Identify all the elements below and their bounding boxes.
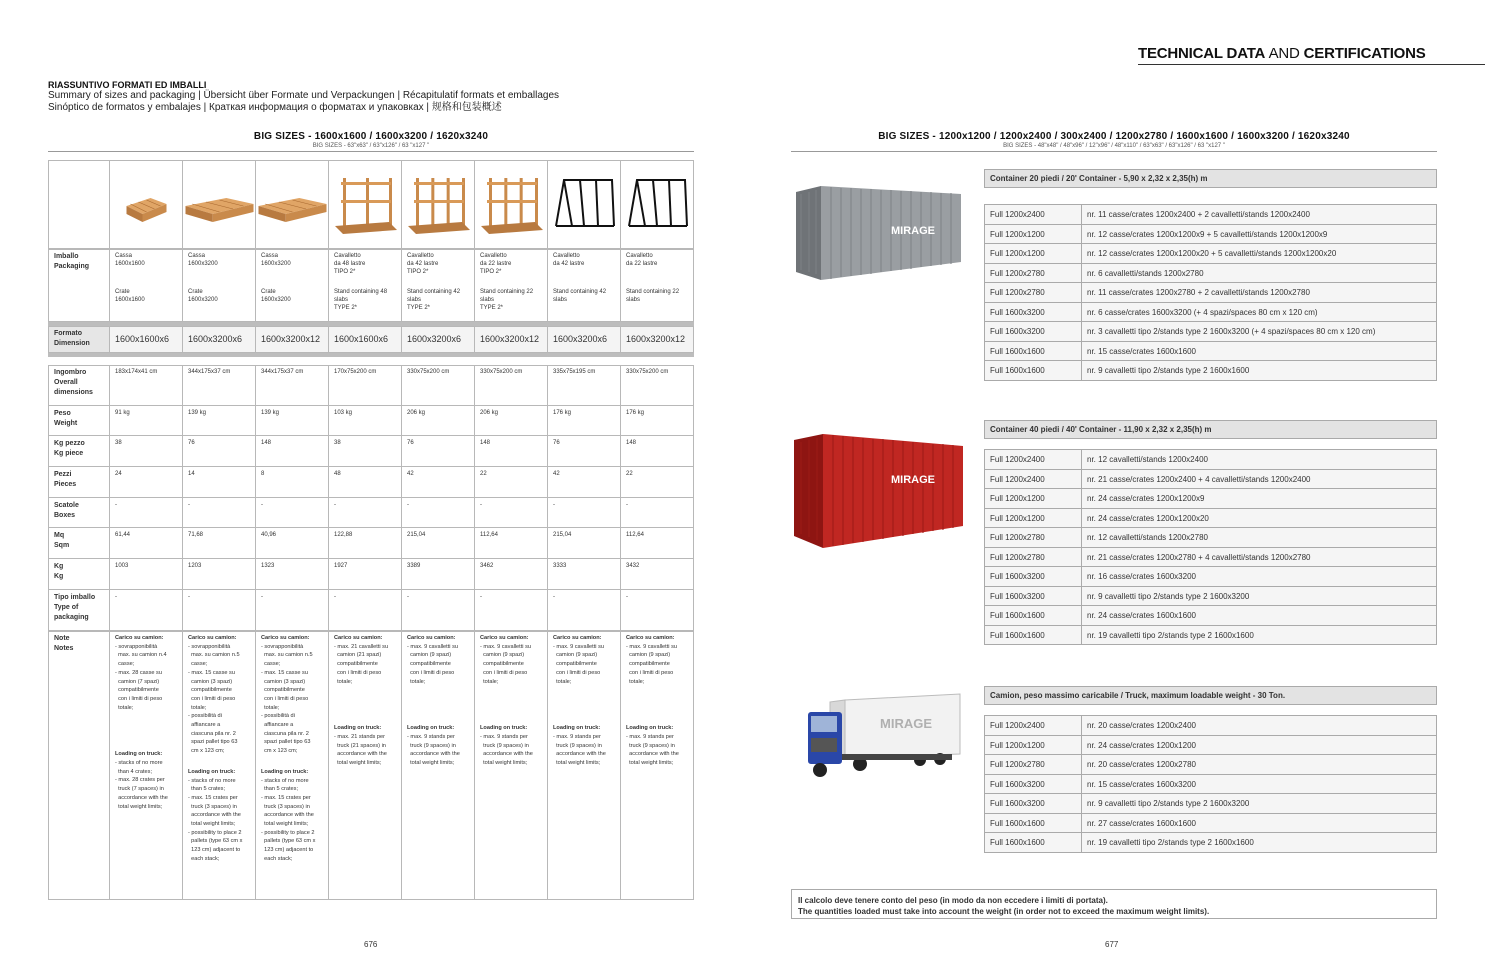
left-subheading-2: Sinóptico de formatos y embalajes | Краткая информация о форматах и упаковках | 规格和包装概述 (48, 102, 502, 113)
container-20-title: Container 20 piedi / 20' Container - 5,90 x 2,32 x 2,35(h) m (984, 169, 1437, 188)
packaging-it: Cavalletto da 42 lastre TIPO 2* (407, 253, 439, 275)
notes-cell (402, 631, 475, 900)
load-quantity: nr. 11 casse/crates 1200x2400 + 2 cavalletti/stands 1200x2400 (1082, 205, 1437, 224)
note-en-heading: Loading on truck: (553, 725, 601, 732)
row-label-packaging: Imballo Packaging (48, 249, 110, 322)
packaging-en: Stand containing 22 slabs TYPE 2* (480, 289, 534, 311)
load-quantity: nr. 15 casse/crates 1600x3200 (1082, 775, 1437, 794)
load-quantity: nr. 6 cavalletti/stands 1200x2780 (1082, 264, 1437, 283)
note-it-heading: Carico su camion: (188, 635, 237, 641)
note-it-heading: Carico su camion: (115, 635, 164, 641)
overall-cell: 344x175x37 cm (183, 365, 256, 406)
kgpiece-cell: 148 (621, 436, 694, 467)
load-format: Full 1600x3200 (985, 775, 1082, 794)
packaging-it: Cavalletto da 48 lastre TIPO 2* (334, 253, 366, 275)
dimension-cell: 1600x1600x6 (110, 326, 183, 353)
load-format: Full 1200x2400 (985, 716, 1082, 735)
boxes-cell: - (110, 498, 183, 528)
note-it-heading: Carico su camion: (480, 635, 529, 641)
load-quantity: nr. 21 casse/crates 1200x2780 + 4 cavalletti/stands 1200x2780 (1082, 548, 1437, 567)
dimension-cell: 1600x1600x6 (329, 326, 402, 353)
packaging-it: Cavalletto da 22 lastre (626, 253, 658, 267)
notes-cell (475, 631, 548, 900)
page-number-left: 676 (364, 940, 378, 949)
packaging-cell (402, 249, 475, 322)
load-quantity: nr. 24 casse/crates 1600x1600 (1082, 606, 1437, 625)
note-en-heading: Loading on truck: (626, 725, 674, 732)
weight-cell: 176 kg (621, 406, 694, 436)
load-row (985, 205, 1437, 225)
right-big-subtitle: BIG SIZES - 48"x48" / 48"x96" / 12"x96" / 48"x110" / 63"x63" / 63"x126" / 63 "x127 " (1003, 143, 1225, 149)
sqm-cell: 71,68 (183, 528, 256, 559)
note-it: - max. 21 cavalletti su camion (21 spazi) compatibilmente con i limiti di peso totale; (334, 643, 389, 685)
image-label-cell (48, 160, 110, 249)
note-en: - max. 21 stands per truck (21 spaces) in accordance with the total weight limits; (334, 733, 387, 767)
right-rule (791, 151, 1437, 152)
overall-cell: 330x75x200 cm (475, 365, 548, 406)
packaging-cell (256, 249, 329, 322)
row-label-pieces: Pezzi Pieces (48, 467, 110, 498)
load-quantity: nr. 12 cavalletti/stands 1200x2780 (1082, 528, 1437, 547)
load-quantity: nr. 12 cavalletti/stands 1200x2400 (1082, 450, 1437, 469)
packaging-cell (183, 249, 256, 322)
notes-cell (548, 631, 621, 900)
load-quantity: nr. 11 casse/crates 1200x2780 + 2 cavalletti/stands 1200x2780 (1082, 283, 1437, 302)
kg-cell: 1323 (256, 559, 329, 590)
load-quantity: nr. 24 casse/crates 1200x1200x20 (1082, 509, 1437, 528)
weight-footnote (791, 889, 1437, 919)
truck-table (984, 715, 1437, 853)
packaging-it: Cavalletto da 22 lastre TIPO 2* (480, 253, 512, 275)
dimension-cell: 1600x3200x6 (548, 326, 621, 353)
note-it: - max. 9 cavalletti su camion (9 spazi) compatibilmente con i limiti di peso totale; (553, 643, 604, 685)
load-format: Full 1600x1600 (985, 626, 1082, 645)
truck-image (800, 692, 965, 782)
ptype-cell: - (183, 590, 256, 631)
container-20-brand: MIRAGE (891, 225, 935, 237)
overall-cell: 330x75x200 cm (402, 365, 475, 406)
load-row (985, 626, 1437, 646)
packaging-en: Stand containing 48 slabs TYPE 2* (334, 289, 388, 311)
load-quantity: nr. 9 cavalletti tipo 2/stands type 2 1600x3200 (1082, 794, 1437, 813)
load-format: Full 1600x3200 (985, 587, 1082, 606)
load-format: Full 1200x2400 (985, 205, 1082, 224)
load-row (985, 470, 1437, 490)
pieces-cell: 22 (475, 467, 548, 498)
load-row (985, 225, 1437, 245)
packaging-en: Crate 1600x3200 (188, 289, 218, 303)
packaging-en: Crate 1600x3200 (261, 289, 291, 303)
note-en-heading: Loading on truck: (334, 725, 382, 732)
load-format: Full 1200x2780 (985, 283, 1082, 302)
note-en: - stacks of no more than 5 crates; - max. 15 crates per truck (3 spaces) in accordance with the total weight limits; - possibility to place 2 pallets (type 63 cm x 123 cm) adjacent to each stack; (188, 777, 243, 862)
load-format: Full 1200x1200 (985, 509, 1082, 528)
note-en: - max. 9 stands per truck (9 spaces) in accordance with the total weight limits; (480, 733, 533, 767)
weight-cell: 176 kg (548, 406, 621, 436)
packaging-it: Cassa 1600x3200 (261, 253, 291, 267)
right-big-title: BIG SIZES - 1200x1200 / 1200x2400 / 300x2400 / 1200x2780 / 1600x1600 / 1600x3200 / 1620x3240 (878, 131, 1350, 142)
load-quantity: nr. 19 cavalletti tipo 2/stands type 2 1600x1600 (1082, 626, 1437, 645)
dimension-cell: 1600x3200x12 (621, 326, 694, 353)
kgpiece-cell: 148 (475, 436, 548, 467)
kgpiece-cell: 76 (548, 436, 621, 467)
kgpiece-cell: 76 (183, 436, 256, 467)
load-quantity: nr. 3 cavalletti tipo 2/stands type 2 1600x3200 (+ 4 spazi/spaces 80 cm x 120 cm) (1082, 322, 1437, 341)
format-band (48, 353, 694, 357)
left-rule (48, 151, 694, 152)
load-format: Full 1600x1600 (985, 833, 1082, 852)
kgpiece-cell: 38 (329, 436, 402, 467)
kg-cell: 3333 (548, 559, 621, 590)
load-quantity: nr. 12 casse/crates 1200x1200x9 + 5 cavalletti/stands 1200x1200x9 (1082, 225, 1437, 244)
note-en-heading: Loading on truck: (115, 751, 163, 758)
load-row (985, 755, 1437, 775)
note-it: - sovrapponibilità max. su camion n.5 casse; - max. 15 casse su camion (3 spazi) compatibilmente con i limiti di peso totale; - possibilità di affiancare a ciascuna pila nr. 2 spazi pallet tipo 63 cm x 123 cm; (261, 643, 313, 755)
load-row (985, 342, 1437, 362)
load-row (985, 244, 1437, 264)
svg-text:MIRAGE: MIRAGE (891, 474, 935, 486)
load-quantity: nr. 6 casse/crates 1600x3200 (+ 4 spazi/spaces 80 cm x 120 cm) (1082, 303, 1437, 322)
kg-cell: 3432 (621, 559, 694, 590)
load-row (985, 814, 1437, 834)
ptype-cell: - (402, 590, 475, 631)
load-quantity: nr. 24 casse/crates 1200x1200x9 (1082, 489, 1437, 508)
crate-image (256, 160, 329, 249)
notes-cell (256, 631, 329, 900)
container-20-image (791, 184, 966, 284)
load-format: Full 1600x3200 (985, 567, 1082, 586)
wooden-stand-image (475, 160, 548, 249)
row-label-sqm: Mq Sqm (48, 528, 110, 559)
pieces-cell: 22 (621, 467, 694, 498)
ptype-cell: - (256, 590, 329, 631)
load-format: Full 1200x2780 (985, 528, 1082, 547)
load-row (985, 587, 1437, 607)
kgpiece-cell: 38 (110, 436, 183, 467)
weight-cell: 103 kg (329, 406, 402, 436)
load-quantity: nr. 19 cavalletti tipo 2/stands type 2 1600x1600 (1082, 833, 1437, 852)
note-it-heading: Carico su camion: (553, 635, 602, 641)
sqm-cell: 112,64 (621, 528, 694, 559)
dimension-cell: 1600x3200x6 (402, 326, 475, 353)
weight-cell: 139 kg (183, 406, 256, 436)
sqm-cell: 122,88 (329, 528, 402, 559)
container-20-table (984, 204, 1437, 381)
load-format: Full 1600x1600 (985, 814, 1082, 833)
kg-cell: 3389 (402, 559, 475, 590)
note-en: - max. 9 stands per truck (9 spaces) in accordance with the total weight limits; (553, 733, 606, 767)
note-it: - max. 9 cavalletti su camion (9 spazi) compatibilmente con i limiti di peso totale; (480, 643, 531, 685)
packaging-en: Crate 1600x1600 (115, 289, 145, 303)
load-row (985, 833, 1437, 853)
load-row (985, 361, 1437, 381)
load-row (985, 606, 1437, 626)
boxes-cell: - (402, 498, 475, 528)
title-rule (1138, 64, 1485, 65)
load-row (985, 775, 1437, 795)
load-row (985, 794, 1437, 814)
dimension-cell: 1600x3200x6 (183, 326, 256, 353)
packaging-cell (329, 249, 402, 322)
crate-image (110, 160, 183, 249)
load-quantity: nr. 16 casse/crates 1600x3200 (1082, 567, 1437, 586)
sqm-cell: 215,04 (548, 528, 621, 559)
load-quantity: nr. 15 casse/crates 1600x1600 (1082, 342, 1437, 361)
notes-cell (329, 631, 402, 900)
kg-cell: 1203 (183, 559, 256, 590)
table-frame (48, 326, 694, 353)
load-format: Full 1200x1200 (985, 736, 1082, 755)
truck-title: Camion, peso massimo caricabile / Truck, maximum loadable weight - 30 Ton. (984, 686, 1437, 705)
load-format: Full 1200x1200 (985, 489, 1082, 508)
row-label-kg: Kg Kg (48, 559, 110, 590)
load-row (985, 716, 1437, 736)
load-row (985, 489, 1437, 509)
load-format: Full 1200x1200 (985, 244, 1082, 263)
load-quantity: nr. 24 casse/crates 1200x1200 (1082, 736, 1437, 755)
note-en: - stacks of no more than 4 crates; - max. 28 crates per truck (7 spaces) in accordance with the total weight limits; (115, 760, 168, 810)
weight-cell: 139 kg (256, 406, 329, 436)
load-format: Full 1200x2400 (985, 470, 1082, 489)
note-en-heading: Loading on truck: (407, 725, 455, 732)
metal-stand-image (621, 160, 694, 249)
ptype-cell: - (110, 590, 183, 631)
weight-cell: 206 kg (475, 406, 548, 436)
boxes-cell: - (548, 498, 621, 528)
left-big-title: BIG SIZES - 1600x1600 / 1600x3200 / 1620x3240 (253, 131, 489, 142)
left-subheading-1: Summary of sizes and packaging | Übersicht über Formate und Verpackungen | Récapitulatif formats et emballages (48, 90, 560, 101)
note-en: - stacks of no more than 5 crates; - max. 15 crates per truck (3 spaces) in accordance with the total weight limits; - possibility to place 2 pallets (type 63 cm x 123 cm) adjacent to each stack; (261, 777, 316, 862)
boxes-cell: - (475, 498, 548, 528)
load-format: Full 1200x2400 (985, 450, 1082, 469)
container-40-table (984, 449, 1437, 645)
load-row (985, 567, 1437, 587)
note-en-heading: Loading on truck: (188, 768, 236, 775)
ptype-cell: - (621, 590, 694, 631)
dimension-cell: 1600x3200x12 (475, 326, 548, 353)
row-label-weight: Peso Weight (48, 406, 110, 436)
load-quantity: nr. 27 casse/crates 1600x1600 (1082, 814, 1437, 833)
row-label-dimension: Formato Dimension (48, 326, 110, 353)
notes-cell (110, 631, 183, 900)
packaging-en: Stand containing 42 slabs TYPE 2* (407, 289, 461, 311)
kg-cell: 1927 (329, 559, 402, 590)
kg-cell: 1003 (110, 559, 183, 590)
load-quantity: nr. 21 casse/crates 1200x2400 + 4 cavalletti/stands 1200x2400 (1082, 470, 1437, 489)
load-row (985, 283, 1437, 303)
note-en-heading: Loading on truck: (480, 725, 528, 732)
row-label-notes: Note Notes (48, 631, 110, 900)
row-label-ptype: Tipo imballo Type of packaging (48, 590, 110, 631)
sqm-cell: 40,96 (256, 528, 329, 559)
ptype-cell: - (329, 590, 402, 631)
note-it-heading: Carico su camion: (334, 635, 383, 641)
wooden-stand-image (402, 160, 475, 249)
crate-image (183, 160, 256, 249)
note-it: - max. 9 cavalletti su camion (9 spazi) compatibilmente con i limiti di peso totale; (626, 643, 677, 685)
container-40-title: Container 40 piedi / 40' Container - 11,90 x 2,32 x 2,35(h) m (984, 420, 1437, 439)
packaging-en: Stand containing 42 slabs (553, 289, 607, 303)
kg-cell: 3462 (475, 559, 548, 590)
pieces-cell: 48 (329, 467, 402, 498)
load-row (985, 528, 1437, 548)
ptype-cell: - (548, 590, 621, 631)
load-format: Full 1200x1200 (985, 225, 1082, 244)
row-label-boxes: Scatole Boxes (48, 498, 110, 528)
ptype-cell: - (475, 590, 548, 631)
page-title: TECHNICAL DATA AND CERTIFICATIONS (1138, 45, 1426, 62)
overall-cell: 183x174x41 cm (110, 365, 183, 406)
note-it: - sovrapponibilità max. su camion n.4 casse; - max. 28 casse su camion (7 spazi) compatibilmente con i limiti di peso totale; (115, 643, 167, 711)
boxes-cell: - (621, 498, 694, 528)
boxes-cell: - (256, 498, 329, 528)
footnote-en: The quantities loaded must take into account the weight (in order not to exceed the maximum weight limits). (798, 907, 1210, 916)
row-label-overall: Ingombro Overall dimensions (48, 365, 110, 406)
packaging-cell (110, 249, 183, 322)
container-40-image (791, 430, 966, 550)
load-format: Full 1200x2780 (985, 548, 1082, 567)
load-row (985, 322, 1437, 342)
load-quantity: nr. 12 casse/crates 1200x1200x20 + 5 cavalletti/stands 1200x1200x20 (1082, 244, 1437, 263)
boxes-cell: - (183, 498, 256, 528)
packaging-it: Cassa 1600x3200 (188, 253, 218, 267)
packaging-en: Stand containing 22 slabs (626, 289, 680, 303)
notes-cell (183, 631, 256, 900)
load-format: Full 1200x2780 (985, 264, 1082, 283)
load-format: Full 1600x3200 (985, 794, 1082, 813)
note-it: - sovrapponibilità max. su camion n.5 casse; - max. 15 casse su camion (3 spazi) compatibilmente con i limiti di peso totale; - possibilità di affiancare a ciascuna pila nr. 2 spazi pallet tipo 63 cm x 123 cm; (188, 643, 240, 755)
packaging-cell (621, 249, 694, 322)
row-label-kgpiece: Kg pezzo Kg piece (48, 436, 110, 467)
overall-cell: 330x75x200 cm (621, 365, 694, 406)
pieces-cell: 14 (183, 467, 256, 498)
load-format: Full 1600x3200 (985, 322, 1082, 341)
kgpiece-cell: 76 (402, 436, 475, 467)
note-it: - max. 9 cavalletti su camion (9 spazi) compatibilmente con i limiti di peso totale; (407, 643, 458, 685)
overall-cell: 335x75x195 cm (548, 365, 621, 406)
load-quantity: nr. 9 cavalletti tipo 2/stands type 2 1600x1600 (1082, 361, 1437, 380)
note-en-heading: Loading on truck: (261, 768, 309, 775)
dimension-cell: 1600x3200x12 (256, 326, 329, 353)
note-it-heading: Carico su camion: (626, 635, 675, 641)
boxes-cell: - (329, 498, 402, 528)
wooden-stand-image (329, 160, 402, 249)
left-heading: RIASSUNTIVO FORMATI ED IMBALLI (48, 80, 207, 90)
weight-cell: 206 kg (402, 406, 475, 436)
load-format: Full 1600x3200 (985, 303, 1082, 322)
pieces-cell: 8 (256, 467, 329, 498)
load-row (985, 736, 1437, 756)
note-it-heading: Carico su camion: (261, 635, 310, 641)
metal-stand-image (548, 160, 621, 249)
note-en: - max. 9 stands per truck (9 spaces) in accordance with the total weight limits; (407, 733, 460, 767)
sqm-cell: 112,64 (475, 528, 548, 559)
pieces-cell: 24 (110, 467, 183, 498)
pieces-cell: 42 (548, 467, 621, 498)
packaging-it: Cassa 1600x1600 (115, 253, 145, 267)
packaging-it: Cavalletto da 42 lastre (553, 253, 585, 267)
load-row (985, 264, 1437, 284)
load-format: Full 1200x2780 (985, 755, 1082, 774)
sqm-cell: 215,04 (402, 528, 475, 559)
overall-cell: 344x175x37 cm (256, 365, 329, 406)
load-row (985, 548, 1437, 568)
load-row (985, 509, 1437, 529)
load-format: Full 1600x1600 (985, 361, 1082, 380)
notes-cell (621, 631, 694, 900)
left-big-subtitle: BIG SIZES - 63"x63" / 63"x126" / 63 "x127 " (312, 143, 430, 149)
pieces-cell: 42 (402, 467, 475, 498)
note-it-heading: Carico su camion: (407, 635, 456, 641)
load-format: Full 1600x1600 (985, 342, 1082, 361)
weight-cell: 91 kg (110, 406, 183, 436)
packaging-cell (548, 249, 621, 322)
kgpiece-cell: 148 (256, 436, 329, 467)
svg-text:MIRAGE: MIRAGE (880, 716, 932, 731)
load-format: Full 1600x1600 (985, 606, 1082, 625)
load-quantity: nr. 9 cavalletti tipo 2/stands type 2 1600x3200 (1082, 587, 1437, 606)
note-en: - max. 9 stands per truck (9 spaces) in accordance with the total weight limits; (626, 733, 679, 767)
load-row (985, 450, 1437, 470)
overall-cell: 170x75x200 cm (329, 365, 402, 406)
load-row (985, 303, 1437, 323)
left-heading-block (48, 80, 559, 114)
sqm-cell: 61,44 (110, 528, 183, 559)
footnote-it: Il calcolo deve tenere conto del peso (in modo da non eccedere i limiti di portata). (798, 896, 1108, 905)
load-quantity: nr. 20 casse/crates 1200x2400 (1082, 716, 1437, 735)
load-quantity: nr. 20 casse/crates 1200x2780 (1082, 755, 1437, 774)
page-number-right: 677 (1105, 940, 1119, 949)
packaging-cell (475, 249, 548, 322)
